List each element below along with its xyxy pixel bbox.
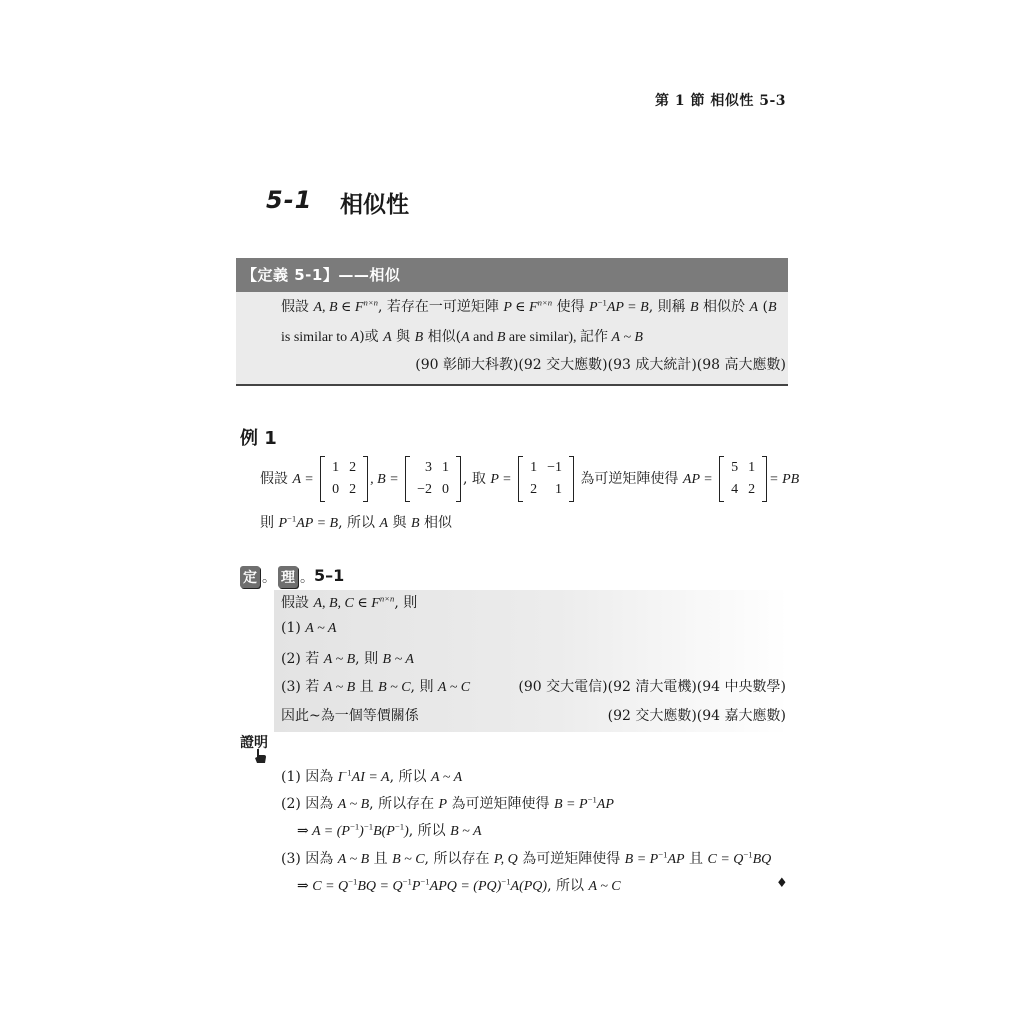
proof-line-5	[297, 875, 621, 895]
matrix-cell: 2	[349, 482, 357, 497]
section-number: 5-1	[266, 186, 313, 214]
definition-line-2	[281, 322, 643, 353]
text: (1)	[281, 620, 306, 636]
text: is similar to	[281, 330, 351, 345]
text: )或	[359, 329, 384, 345]
matrix-cell: 0	[332, 482, 340, 497]
badge-dot: 。	[300, 570, 314, 586]
math: P ∈ F	[503, 300, 538, 315]
math: A ~ C	[437, 680, 471, 695]
text: (3) 若	[281, 679, 324, 695]
math: B ~ A	[450, 824, 482, 839]
math: P	[438, 797, 448, 812]
text: 相似(	[423, 329, 462, 345]
math: = PB	[769, 472, 800, 487]
matrix-p	[518, 456, 574, 502]
text: (3) 因為	[281, 851, 338, 867]
text: , 若存在一可逆矩陣	[378, 299, 504, 315]
matrix-a	[320, 456, 368, 502]
math: B = P	[624, 852, 659, 867]
sup: −1	[597, 297, 607, 308]
math: P	[411, 879, 421, 894]
theorem-badge-char: 定	[240, 566, 260, 588]
proof-label: 證明	[240, 735, 268, 751]
math: AP = B	[296, 516, 339, 531]
math: , B =	[370, 472, 399, 487]
math: A ~ A	[430, 770, 463, 785]
text: , 所以存在	[369, 796, 439, 812]
math: P	[589, 300, 598, 315]
text: 相似	[419, 515, 452, 531]
text: , 則	[394, 595, 418, 611]
math: A	[350, 330, 360, 345]
matrix-cell: −2	[417, 482, 433, 497]
math: AI = A	[351, 770, 390, 785]
text: 假設	[281, 299, 314, 315]
math: ⇒ C = Q	[297, 879, 349, 894]
theorem-line-0	[281, 592, 417, 612]
text: , 所以存在	[424, 851, 494, 867]
math: A ~ B	[337, 797, 370, 812]
text: and	[469, 330, 497, 345]
running-header: 第 1 節 相似性 5-3	[654, 93, 786, 109]
matrix-cell: 2	[530, 482, 538, 497]
matrix-cell: 1	[442, 460, 450, 475]
text: (1) 因為	[281, 769, 338, 785]
math: BQ	[752, 852, 772, 867]
math: B(P	[373, 824, 395, 839]
math: B ~ A	[382, 652, 414, 667]
math: A ~ C	[588, 879, 621, 894]
sup: −1	[587, 794, 597, 805]
sup: −1	[342, 767, 352, 778]
text: 假設	[281, 595, 314, 611]
text: (	[758, 299, 768, 315]
math: C = Q	[707, 852, 744, 867]
sup: −1	[363, 821, 374, 832]
matrix-cell: 4	[731, 482, 739, 497]
matrix-cell: 5	[731, 460, 739, 475]
example-conclusion	[260, 512, 452, 532]
theorem-line-1	[281, 620, 336, 637]
text: , 所以	[389, 769, 431, 785]
sup: −1	[287, 513, 297, 524]
text: , 取	[463, 471, 491, 487]
math: A	[749, 300, 759, 315]
matrix-cell: −1	[547, 460, 562, 475]
matrix-cell: 1	[554, 482, 562, 497]
math: P	[278, 516, 288, 531]
definition-title: 【定義 5-1】——相似	[242, 266, 401, 284]
matrix-cell: 3	[425, 460, 433, 475]
example-label: 例 1	[240, 428, 277, 449]
sup: −1	[402, 876, 412, 887]
theorem-badge	[240, 566, 316, 588]
text: 假設	[260, 471, 293, 487]
proof-line-4	[281, 848, 771, 868]
sup: −1	[420, 876, 430, 887]
math: B ~ C	[378, 680, 411, 695]
definition-sources: (90 彰師大科教)(92 交大應數)(93 成大統計)(98 高大應數)	[415, 357, 786, 373]
math: APQ = (PQ)	[429, 879, 502, 894]
matrix-cell: 2	[349, 460, 357, 475]
text: 且	[355, 679, 379, 695]
math: AP	[667, 852, 685, 867]
sup: −1	[743, 849, 753, 860]
proof-line-2	[281, 793, 614, 813]
theorem-badge-char: 理	[278, 566, 298, 588]
sup: n×n	[379, 593, 395, 604]
text: , 則	[355, 651, 383, 667]
theorem-sources-3: (90 交大電信)(92 清大電機)(94 中央數學)	[518, 679, 786, 695]
math: )	[404, 824, 409, 839]
text: 為可逆矩陣使得	[447, 796, 554, 812]
math: A	[383, 330, 392, 345]
theorem-sources-4: (92 交大應數)(94 嘉大應數)	[607, 708, 786, 724]
matrix-ap	[719, 456, 767, 502]
matrix-cell: 1	[748, 460, 756, 475]
text: , 則	[410, 679, 438, 695]
text: 則	[260, 515, 279, 531]
theorem-line-3	[281, 676, 470, 696]
math: ⇒ A = (P	[297, 824, 350, 839]
text: 使得	[552, 299, 590, 315]
text: 與	[391, 329, 415, 345]
text: (2) 因為	[281, 796, 338, 812]
math: B ~ C	[392, 852, 425, 867]
proof-line-3	[297, 820, 482, 840]
math: A ~ B	[323, 652, 356, 667]
text: 為可逆矩陣使得	[517, 851, 625, 867]
sup: n×n	[537, 297, 553, 308]
text: , 所以	[338, 515, 380, 531]
math: AP =	[682, 472, 713, 487]
math: A =	[292, 472, 314, 487]
example-equation	[260, 456, 799, 502]
text: 且	[369, 851, 393, 867]
math: P, Q	[493, 852, 518, 867]
math: I	[337, 770, 343, 785]
text: , 所以	[408, 823, 451, 839]
theorem-number: 5–1	[314, 566, 345, 585]
text: , 則稱	[648, 299, 691, 315]
math: A ~ B	[611, 330, 643, 345]
math: A(PQ)	[510, 879, 548, 894]
section-title: 相似性	[340, 192, 409, 218]
badge-dot: 。	[262, 570, 276, 586]
matrix-cell: 1	[332, 460, 340, 475]
matrix-cell: 0	[442, 482, 450, 497]
math: A ~ B	[323, 680, 356, 695]
theorem-line-2	[281, 648, 414, 668]
math: A	[461, 330, 470, 345]
sup: −1	[394, 821, 405, 832]
text: 與	[388, 515, 411, 531]
sup: n×n	[363, 297, 379, 308]
text: are similar), 記作	[505, 330, 612, 345]
math: B	[690, 300, 699, 315]
matrix-b	[405, 456, 461, 502]
math: A, B, C ∈ F	[313, 596, 380, 611]
math: P =	[490, 472, 512, 487]
math: B	[414, 330, 424, 345]
theorem-line-4: 因此~為一個等價關係	[281, 708, 419, 724]
math: A ~ B	[337, 852, 370, 867]
text: , 所以	[547, 878, 589, 894]
text: 為可逆矩陣使得	[575, 471, 683, 487]
math: AP = B	[606, 300, 649, 315]
pointing-hand-icon	[253, 748, 267, 768]
sup: −1	[349, 821, 360, 832]
math: AP	[596, 797, 614, 812]
math: B	[768, 300, 777, 315]
definition-line-1	[281, 292, 777, 323]
qed-mark: ♦	[776, 876, 788, 891]
sup: −1	[501, 876, 511, 887]
matrix-cell: 2	[748, 482, 756, 497]
math: A, B ∈ F	[313, 300, 364, 315]
sup: −1	[658, 849, 668, 860]
math: A ~ A	[305, 621, 337, 636]
text: 相似於	[698, 299, 750, 315]
math: A	[379, 516, 389, 531]
matrix-cell: 1	[530, 460, 538, 475]
math: B	[410, 516, 420, 531]
math: B = P	[554, 797, 588, 812]
math: B	[496, 330, 506, 345]
text: (2) 若	[281, 651, 324, 667]
math: )	[359, 824, 364, 839]
sup: −1	[348, 876, 358, 887]
proof-line-1	[281, 766, 462, 786]
math: BQ = Q	[357, 879, 403, 894]
text: 且	[684, 851, 708, 867]
